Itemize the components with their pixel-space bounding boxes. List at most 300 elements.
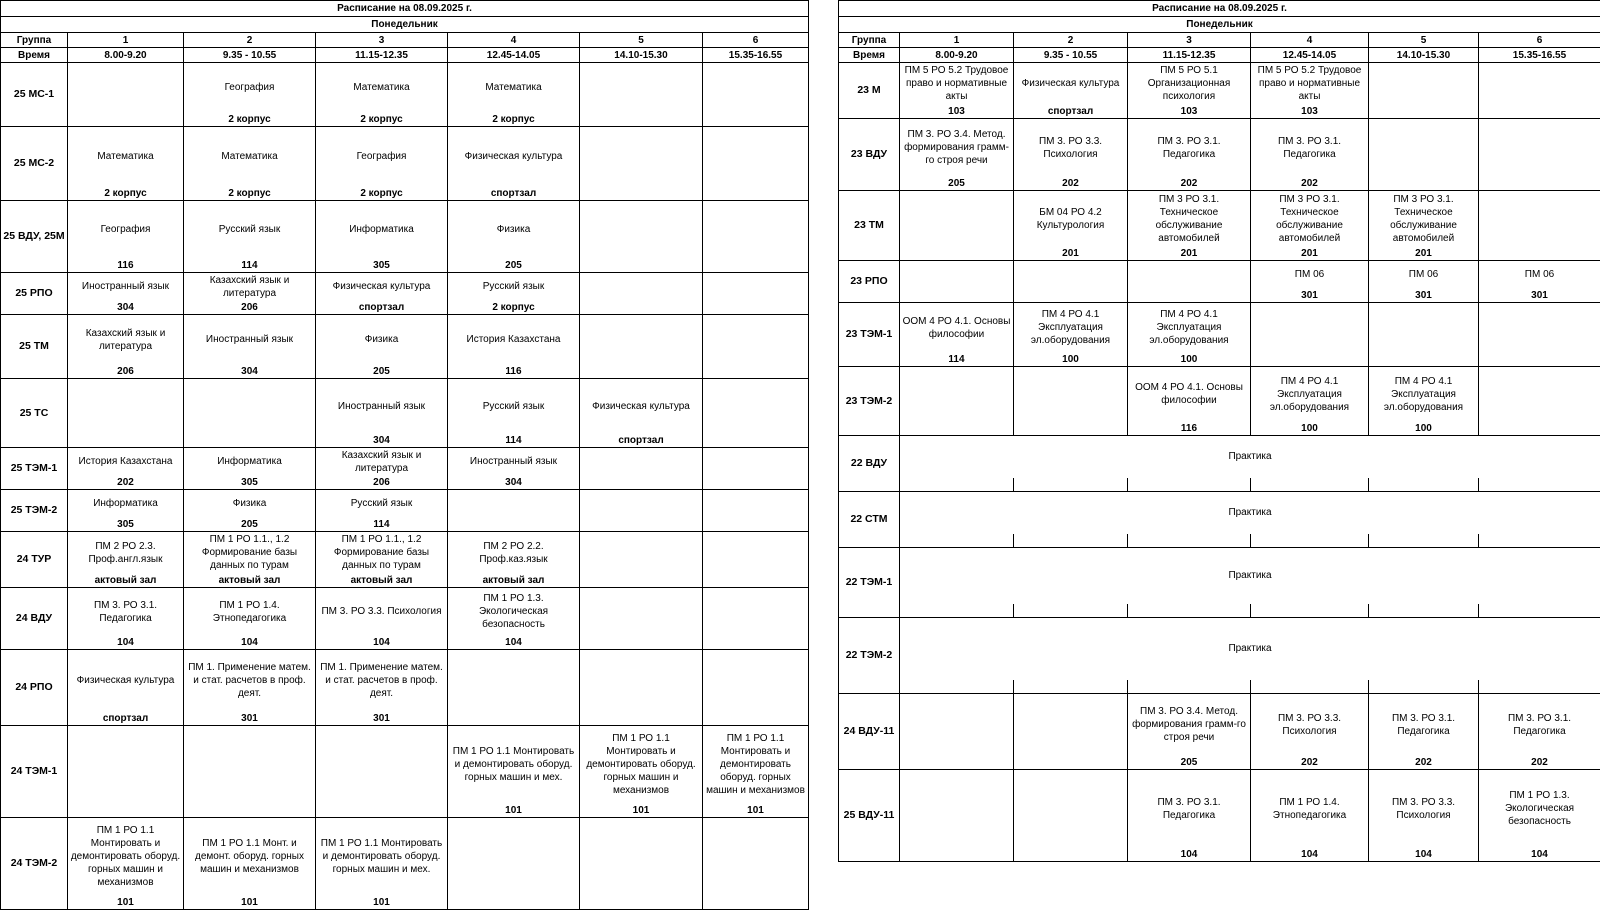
subject-cell: История Казахстана: [68, 448, 184, 476]
room-cell: [580, 113, 703, 127]
subject-cell: Русский язык: [448, 273, 580, 301]
empty-cell: [1479, 534, 1600, 548]
room-row: [839, 177, 1600, 191]
empty-cell: [1014, 478, 1128, 492]
subject-cell: Физическая культура: [316, 273, 448, 301]
room-cell: [1479, 353, 1600, 367]
group-name: 25 ТЭМ-1: [1, 448, 68, 490]
subject-cell: [580, 201, 703, 259]
room-cell: 301: [1479, 289, 1600, 303]
subject-cell: ПМ 1 РО 1.1., 1.2 Формирование базы данных по турам: [184, 532, 316, 574]
subject-cell: [1369, 303, 1479, 353]
room-cell: 304: [68, 301, 184, 315]
room-cell: 201: [1251, 247, 1369, 261]
practice-cell: Практика: [900, 618, 1600, 680]
room-cell: [1479, 422, 1600, 436]
empty-cell: [1251, 680, 1369, 694]
subject-cell: ПМ 5 РО 5.2 Трудовое право и нормативные акты: [1251, 63, 1369, 105]
room-cell: актовый зал: [68, 574, 184, 588]
group-name: 25 ТМ: [1, 315, 68, 379]
room-cell: 100: [1369, 422, 1479, 436]
subject-cell: ПМ 3. РО 3.1. Педагогика: [1479, 694, 1600, 756]
group-row: [839, 191, 1600, 247]
room-cell: 104: [1128, 848, 1251, 862]
practice-cell: Практика: [900, 436, 1600, 478]
subject-cell: ПМ 3. РО 3.1. Педагогика: [1128, 119, 1251, 177]
subject-cell: [1128, 261, 1251, 289]
subject-cell: [1014, 770, 1128, 848]
room-cell: 305: [316, 259, 448, 273]
period-time: 14.10-15.30: [1369, 48, 1479, 63]
period-numbers-row: [1, 33, 809, 48]
subject-cell: [1479, 367, 1600, 422]
room-row: [839, 247, 1600, 261]
subject-cell: [703, 315, 809, 365]
room-cell: [1369, 177, 1479, 191]
subject-cell: Физика: [316, 315, 448, 365]
practice-bottom-row: [839, 604, 1600, 618]
subject-cell: История Казахстана: [448, 315, 580, 365]
group-row: [1, 650, 809, 712]
subject-cell: [1369, 63, 1479, 105]
group-row: [1, 201, 809, 259]
room-cell: [448, 896, 580, 910]
subject-cell: ПМ 4 РО 4.1 Эксплуатация эл.оборудования: [1014, 303, 1128, 353]
room-row: [839, 289, 1600, 303]
subject-cell: [184, 726, 316, 804]
room-cell: [580, 518, 703, 532]
subject-cell: Русский язык: [184, 201, 316, 259]
room-cell: спортзал: [1014, 105, 1128, 119]
room-cell: 202: [1369, 756, 1479, 770]
group-row: [1, 532, 809, 574]
group-row: [1, 726, 809, 804]
subject-cell: ПМ 1 РО 1.4. Этнопедагогика: [1251, 770, 1369, 848]
room-cell: 201: [1369, 247, 1479, 261]
subject-cell: Физическая культура: [448, 127, 580, 187]
room-cell: 201: [1014, 247, 1128, 261]
subject-cell: ПМ 5 РО 5.2 Трудовое право и нормативные акты: [900, 63, 1014, 105]
subject-cell: [1479, 191, 1600, 247]
room-cell: 305: [184, 476, 316, 490]
subject-cell: [703, 201, 809, 259]
empty-cell: [1014, 680, 1128, 694]
subject-cell: ПМ 3. РО 3.4. Метод. формирования грамм-го строя речи: [900, 119, 1014, 177]
room-cell: 304: [448, 476, 580, 490]
practice-row: [839, 436, 1600, 478]
room-row: [1, 434, 809, 448]
subject-cell: ПМ 1 РО 1.1., 1.2 Формирование базы данных по турам: [316, 532, 448, 574]
room-cell: [703, 434, 809, 448]
subject-cell: [1479, 119, 1600, 177]
subject-cell: География: [316, 127, 448, 187]
subject-cell: [1369, 119, 1479, 177]
group-name: 25 РПО: [1, 273, 68, 315]
period-number: 1: [900, 33, 1014, 48]
empty-cell: [1251, 478, 1369, 492]
empty-cell: [900, 534, 1014, 548]
subject-cell: ПМ 1. Применение матем. и стат. расчетов в проф. деят.: [316, 650, 448, 712]
empty-cell: [1128, 604, 1251, 618]
group-name: 23 ТМ: [839, 191, 900, 261]
room-cell: [703, 574, 809, 588]
room-row: [1, 518, 809, 532]
room-cell: [68, 804, 184, 818]
group-row: [839, 63, 1600, 105]
room-cell: 202: [1479, 756, 1600, 770]
room-cell: 301: [184, 712, 316, 726]
room-row: [1, 365, 809, 379]
subject-cell: [703, 379, 809, 434]
room-cell: 116: [448, 365, 580, 379]
day-name: Понедельник: [1, 17, 809, 33]
group-name: 22 СТМ: [839, 492, 900, 548]
room-cell: 205: [316, 365, 448, 379]
room-cell: 301: [1369, 289, 1479, 303]
empty-cell: [1369, 604, 1479, 618]
subject-cell: [580, 588, 703, 636]
subject-cell: [316, 726, 448, 804]
group-row: [1, 315, 809, 365]
group-row: [1, 273, 809, 301]
group-name: 23 ТЭМ-2: [839, 367, 900, 436]
room-row: [1, 113, 809, 127]
group-name: 23 М: [839, 63, 900, 119]
period-number: 4: [448, 33, 580, 48]
group-name: 22 ТЭМ-1: [839, 548, 900, 618]
room-row: [1, 259, 809, 273]
practice-cell: Практика: [900, 492, 1600, 534]
room-cell: спортзал: [580, 434, 703, 448]
room-cell: 103: [900, 105, 1014, 119]
group-row: [839, 770, 1600, 848]
room-cell: 305: [68, 518, 184, 532]
group-row: [839, 119, 1600, 177]
subject-cell: [900, 770, 1014, 848]
room-cell: [580, 301, 703, 315]
schedule-title: Расписание на 08.09.2025 г.: [1, 1, 809, 17]
schedule-body-left: [1, 63, 809, 910]
period-number: 5: [1369, 33, 1479, 48]
period-number: 4: [1251, 33, 1369, 48]
room-row: [1, 187, 809, 201]
room-cell: [68, 113, 184, 127]
room-cell: 304: [184, 365, 316, 379]
room-cell: [1479, 177, 1600, 191]
subject-cell: ООМ 4 РО 4.1. Основы философии: [900, 303, 1014, 353]
period-time: 8.00-9.20: [900, 48, 1014, 63]
subject-cell: [580, 273, 703, 301]
subject-cell: Математика: [448, 63, 580, 113]
room-cell: [580, 636, 703, 650]
period-number: 3: [316, 33, 448, 48]
subject-cell: [703, 127, 809, 187]
subject-cell: ПМ 4 РО 4.1 Эксплуатация эл.оборудования: [1251, 367, 1369, 422]
room-cell: актовый зал: [448, 574, 580, 588]
empty-cell: [1369, 478, 1479, 492]
room-cell: [703, 113, 809, 127]
room-cell: 206: [316, 476, 448, 490]
room-cell: 202: [1251, 756, 1369, 770]
group-row: [1, 588, 809, 636]
group-row: [1, 448, 809, 476]
subject-cell: ПМ 2 РО 2.3. Проф.англ.язык: [68, 532, 184, 574]
subject-cell: ПМ 3. РО 3.3. Психология: [1251, 694, 1369, 756]
subject-cell: Иностранный язык: [316, 379, 448, 434]
subject-cell: ПМ 1 РО 1.1 Монтировать и демонтировать оборуд. горных машин и механизмов: [580, 726, 703, 804]
room-cell: [703, 259, 809, 273]
group-name: 23 ВДУ: [839, 119, 900, 191]
group-row: [1, 127, 809, 187]
subject-cell: ПМ 4 РО 4.1 Эксплуатация эл.оборудования: [1128, 303, 1251, 353]
subject-cell: Иностранный язык: [448, 448, 580, 476]
group-name: 24 ТУР: [1, 532, 68, 588]
room-cell: 2 корпус: [184, 113, 316, 127]
room-row: [1, 804, 809, 818]
subject-cell: [703, 532, 809, 574]
room-cell: 304: [316, 434, 448, 448]
room-cell: [1014, 756, 1128, 770]
room-cell: 104: [316, 636, 448, 650]
room-cell: 206: [68, 365, 184, 379]
subject-cell: [703, 818, 809, 896]
group-row: [839, 694, 1600, 756]
room-cell: [68, 434, 184, 448]
subject-cell: [580, 490, 703, 518]
empty-cell: [1251, 604, 1369, 618]
schedule-title: Расписание на 08.09.2025 г.: [839, 1, 1600, 17]
subject-cell: [68, 726, 184, 804]
subject-cell: [448, 650, 580, 712]
group-row: [1, 63, 809, 113]
subject-cell: ПМ 3. РО 3.3. Психология: [1014, 119, 1128, 177]
room-cell: 101: [580, 804, 703, 818]
room-cell: 2 корпус: [316, 113, 448, 127]
period-time: 8.00-9.20: [68, 48, 184, 63]
subject-cell: [900, 191, 1014, 247]
empty-cell: [1369, 680, 1479, 694]
room-cell: 116: [1128, 422, 1251, 436]
room-cell: [580, 476, 703, 490]
subject-cell: [448, 818, 580, 896]
subject-cell: ПМ 3. РО 3.3. Психология: [1369, 770, 1479, 848]
period-time: 15.35-16.55: [703, 48, 809, 63]
empty-cell: [1479, 478, 1600, 492]
subject-cell: Русский язык: [448, 379, 580, 434]
group-name: 25 ТС: [1, 379, 68, 448]
room-cell: [703, 896, 809, 910]
empty-cell: [1128, 534, 1251, 548]
group-name: 24 ВДУ: [1, 588, 68, 650]
subject-cell: ПМ 3. РО 3.1. Педагогика: [1128, 770, 1251, 848]
subject-cell: [1479, 303, 1600, 353]
subject-cell: БМ 04 РО 4.2 Культурология: [1014, 191, 1128, 247]
room-cell: 205: [448, 259, 580, 273]
subject-cell: ПМ 06: [1479, 261, 1600, 289]
period-time: 11.15-12.35: [1128, 48, 1251, 63]
group-name: 25 МС-2: [1, 127, 68, 201]
room-row: [1, 476, 809, 490]
empty-cell: [1479, 680, 1600, 694]
room-cell: 100: [1128, 353, 1251, 367]
subject-cell: [580, 650, 703, 712]
subject-cell: Физическая культура: [68, 650, 184, 712]
room-cell: [703, 712, 809, 726]
subject-cell: Информатика: [68, 490, 184, 518]
subject-cell: ООМ 4 РО 4.1. Основы философии: [1128, 367, 1251, 422]
subject-cell: [1014, 367, 1128, 422]
subject-cell: [68, 379, 184, 434]
subject-cell: [580, 315, 703, 365]
subject-cell: ПМ 3. РО 3.4. Метод. формирования грамм-го строя речи: [1128, 694, 1251, 756]
subject-cell: ПМ 1. Применение матем. и стат. расчетов в проф. деят.: [184, 650, 316, 712]
room-cell: [580, 259, 703, 273]
room-cell: 202: [1014, 177, 1128, 191]
subject-cell: Математика: [68, 127, 184, 187]
empty-cell: [900, 478, 1014, 492]
room-cell: 101: [316, 896, 448, 910]
room-cell: 2 корпус: [448, 301, 580, 315]
period-time: 9.35 - 10.55: [1014, 48, 1128, 63]
room-cell: 101: [68, 896, 184, 910]
day-name: Понедельник: [839, 17, 1600, 33]
room-cell: 100: [1251, 422, 1369, 436]
group-name: 25 ТЭМ-2: [1, 490, 68, 532]
period-numbers-row: [839, 33, 1600, 48]
group-name: 25 ВДУ-11: [839, 770, 900, 862]
room-cell: [1014, 422, 1128, 436]
subject-cell: География: [68, 201, 184, 259]
subject-cell: [1251, 303, 1369, 353]
subject-cell: Физика: [448, 201, 580, 259]
group-row: [839, 261, 1600, 289]
group-name: 22 ВДУ: [839, 436, 900, 492]
period-number: 1: [68, 33, 184, 48]
room-cell: 101: [184, 896, 316, 910]
period-time: 11.15-12.35: [316, 48, 448, 63]
room-cell: 2 корпус: [316, 187, 448, 201]
room-cell: [703, 301, 809, 315]
empty-cell: [1369, 534, 1479, 548]
room-cell: [900, 289, 1014, 303]
practice-row: [839, 492, 1600, 534]
room-cell: [580, 896, 703, 910]
period-times-row: [839, 48, 1600, 63]
period-number: 6: [703, 33, 809, 48]
room-cell: 104: [448, 636, 580, 650]
group-name: 24 ВДУ-11: [839, 694, 900, 770]
schedule-body-right: [839, 63, 1600, 862]
group-row: [1, 818, 809, 896]
empty-cell: [900, 680, 1014, 694]
group-header: Группа: [1, 33, 68, 48]
room-row: [839, 848, 1600, 862]
room-cell: актовый зал: [316, 574, 448, 588]
room-cell: 114: [448, 434, 580, 448]
room-row: [1, 301, 809, 315]
room-row: [1, 636, 809, 650]
room-cell: [900, 756, 1014, 770]
subject-cell: Математика: [316, 63, 448, 113]
room-cell: 301: [316, 712, 448, 726]
subject-cell: Математика: [184, 127, 316, 187]
group-name: 24 РПО: [1, 650, 68, 726]
room-row: [1, 896, 809, 910]
room-cell: [580, 712, 703, 726]
subject-cell: [184, 379, 316, 434]
room-cell: [1014, 289, 1128, 303]
room-cell: 206: [184, 301, 316, 315]
room-cell: спортзал: [316, 301, 448, 315]
subject-cell: ПМ 1 РО 1.1 Монтировать и демонтировать оборуд. горных машин и механизмов: [703, 726, 809, 804]
room-cell: спортзал: [68, 712, 184, 726]
room-row: [1, 712, 809, 726]
period-time: 14.10-15.30: [580, 48, 703, 63]
practice-bottom-row: [839, 534, 1600, 548]
subject-cell: Физика: [184, 490, 316, 518]
room-cell: 205: [184, 518, 316, 532]
room-cell: 104: [1479, 848, 1600, 862]
group-name: 25 ВДУ, 25М: [1, 201, 68, 273]
practice-row: [839, 548, 1600, 604]
room-cell: [900, 422, 1014, 436]
subject-cell: ПМ 3. РО 3.1. Педагогика: [68, 588, 184, 636]
group-header: Группа: [839, 33, 900, 48]
room-cell: 2 корпус: [68, 187, 184, 201]
period-number: 3: [1128, 33, 1251, 48]
group-name: 23 РПО: [839, 261, 900, 303]
subject-cell: [703, 650, 809, 712]
subject-cell: География: [184, 63, 316, 113]
subject-cell: Казахский язык и литература: [68, 315, 184, 365]
subject-cell: ПМ 1 РО 1.1 Монтировать и демонтировать оборуд. горных машин и мех.: [316, 818, 448, 896]
room-cell: 100: [1014, 353, 1128, 367]
group-row: [1, 490, 809, 518]
room-cell: 103: [1251, 105, 1369, 119]
empty-cell: [900, 604, 1014, 618]
subject-cell: [1479, 63, 1600, 105]
empty-cell: [1128, 478, 1251, 492]
empty-cell: [1014, 604, 1128, 618]
subject-cell: Физическая культура: [580, 379, 703, 434]
subject-cell: Иностранный язык: [68, 273, 184, 301]
subject-cell: [1014, 694, 1128, 756]
room-cell: 202: [68, 476, 184, 490]
room-row: [839, 353, 1600, 367]
subject-cell: ПМ 2 РО 2.2. Проф.каз.язык: [448, 532, 580, 574]
subject-cell: ПМ 1 РО 1.1 Монтировать и демонтировать оборуд. горных машин и мех.: [448, 726, 580, 804]
room-cell: [703, 518, 809, 532]
room-row: [839, 105, 1600, 119]
subject-cell: [580, 818, 703, 896]
subject-cell: Казахский язык и литература: [316, 448, 448, 476]
subject-cell: ПМ 3. РО 3.3. Психология: [316, 588, 448, 636]
practice-row: [839, 618, 1600, 680]
subject-cell: [900, 694, 1014, 756]
room-cell: [316, 804, 448, 818]
subject-cell: [703, 490, 809, 518]
subject-cell: [703, 448, 809, 476]
period-time: 12.45-14.05: [1251, 48, 1369, 63]
subject-cell: Информатика: [316, 201, 448, 259]
room-cell: 104: [184, 636, 316, 650]
room-cell: 202: [1251, 177, 1369, 191]
subject-cell: ПМ 3 РО 3.1. Техническое обслуживание автомобилей: [1369, 191, 1479, 247]
subject-cell: ПМ 3 РО 3.1. Техническое обслуживание автомобилей: [1128, 191, 1251, 247]
period-time: 12.45-14.05: [448, 48, 580, 63]
empty-cell: [1479, 604, 1600, 618]
practice-bottom-row: [839, 478, 1600, 492]
